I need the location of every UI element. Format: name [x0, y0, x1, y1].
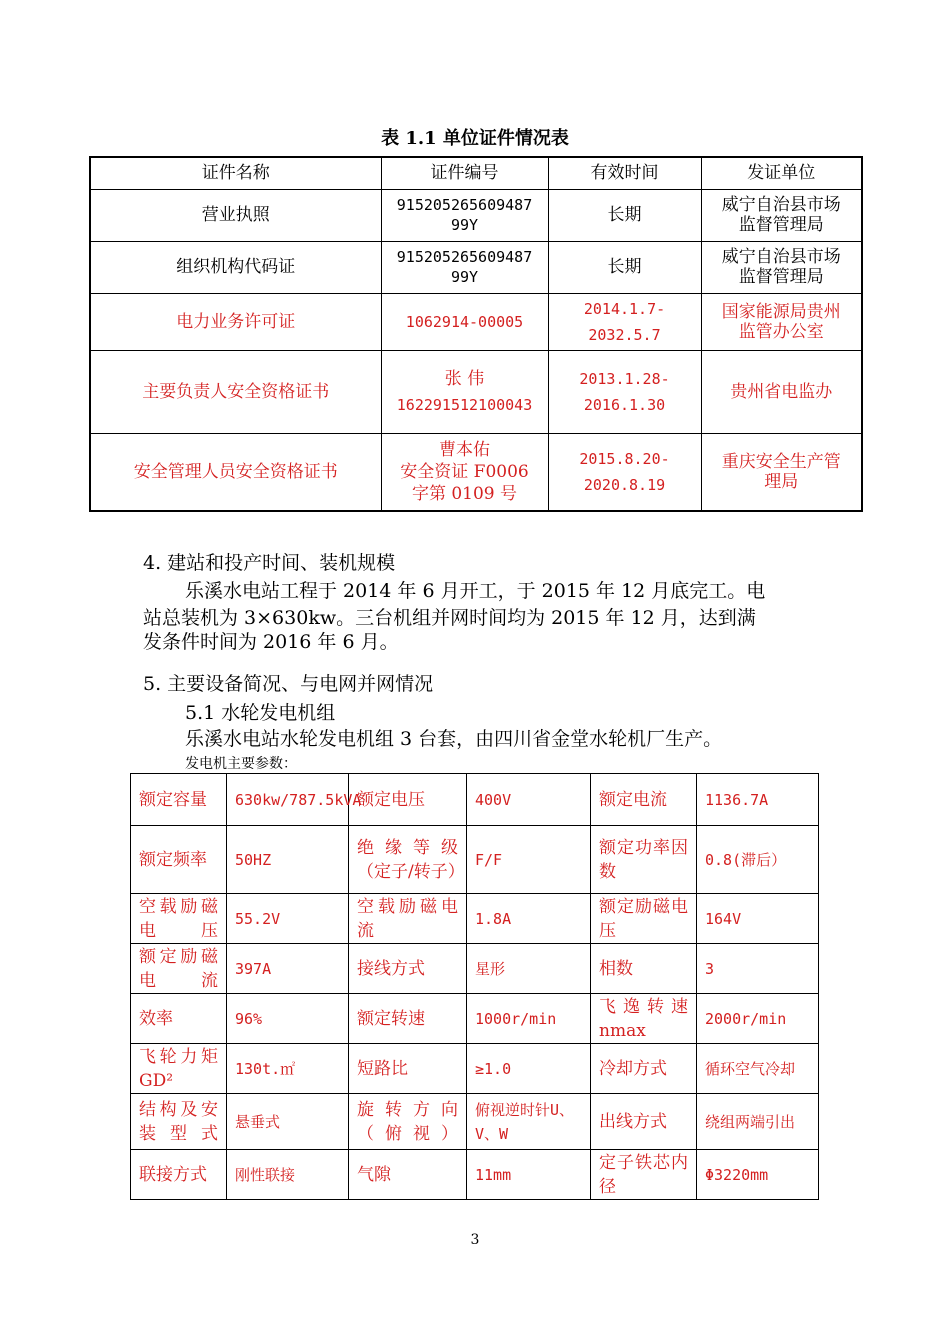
- table-caption: 表 1.1 单位证件情况表: [381, 128, 569, 149]
- cert-name: 安全管理人员安全资格证书: [90, 433, 381, 511]
- param-label: 出线方式: [591, 1094, 697, 1150]
- param-label: 空载励磁电压: [131, 894, 227, 944]
- param-label: 额定励磁电压: [591, 894, 697, 944]
- page-number: 3: [470, 1232, 480, 1248]
- section-5-1-heading: 5.1 水轮发电机组: [185, 702, 336, 724]
- section-4-para-line: 乐溪水电站工程于 2014 年 6 月开工，于 2015 年 12 月底完工。电: [185, 580, 766, 602]
- param-label: 额定电压: [349, 774, 467, 826]
- generator-table-title: 发电机主要参数：: [185, 756, 297, 772]
- param-value: 96%: [227, 994, 349, 1044]
- param-value: 1000r/min: [467, 994, 591, 1044]
- section-4-para-line: 发条件时间为 2016 年 6 月。: [143, 631, 399, 653]
- cert-number: 张 伟 162291512100043: [381, 350, 548, 433]
- section-5-para: 乐溪水电站水轮发电机组 3 台套，由四川省金堂水轮机厂生产。: [185, 728, 723, 750]
- param-label: 额定功率因数: [591, 826, 697, 894]
- param-value: 0.8(滞后）: [697, 826, 819, 894]
- param-value: 2000r/min: [697, 994, 819, 1044]
- cert-issuer: 重庆安全生产管 理局: [701, 433, 862, 511]
- cert-number: 915205265609487 99Y: [381, 189, 548, 241]
- cert-valid: 长期: [548, 241, 701, 293]
- param-label: 绝缘等级（定子/转子）: [349, 826, 467, 894]
- cert-valid: 2015.8.20- 2020.8.19: [548, 433, 701, 511]
- param-row: [131, 1094, 819, 1150]
- cert-issuer: 国家能源局贵州 监管办公室: [701, 293, 862, 350]
- param-label: 额定转速: [349, 994, 467, 1044]
- param-value: 630kw/787.5kVA: [227, 774, 349, 826]
- param-value: 3: [697, 944, 819, 994]
- param-value: 11mm: [467, 1150, 591, 1200]
- param-value: 397A: [227, 944, 349, 994]
- certificate-table: [89, 156, 863, 512]
- section-5-heading: 5. 主要设备简况、与电网并网情况: [143, 673, 434, 695]
- cert-valid: 长期: [548, 189, 701, 241]
- param-label: 联接方式: [131, 1150, 227, 1200]
- param-value: 刚性联接: [227, 1150, 349, 1200]
- param-value: 130t.㎡: [227, 1044, 349, 1094]
- table-row: [90, 293, 862, 350]
- param-label: 额定励磁电流: [131, 944, 227, 994]
- cert-name: 主要负责人安全资格证书: [90, 350, 381, 433]
- param-value: 俯视逆时针U、V、W: [467, 1094, 591, 1150]
- param-label: 接线方式: [349, 944, 467, 994]
- table-row: [90, 433, 862, 511]
- param-label: 额定频率: [131, 826, 227, 894]
- param-row: [131, 826, 819, 894]
- cert-name: 电力业务许可证: [90, 293, 381, 350]
- cert-number: 曹本佑 安全资证 F0006 字第 0109 号: [381, 433, 548, 511]
- param-row: [131, 774, 819, 826]
- cert-issuer: 威宁自治县市场 监督管理局: [701, 241, 862, 293]
- param-value: 164V: [697, 894, 819, 944]
- cert-issuer: 威宁自治县市场 监督管理局: [701, 189, 862, 241]
- param-label: 额定电流: [591, 774, 697, 826]
- param-label: 旋转方向（俯视）: [349, 1094, 467, 1150]
- param-value: 400V: [467, 774, 591, 826]
- header-cell: 证件编号: [381, 157, 548, 189]
- param-label: 短路比: [349, 1044, 467, 1094]
- param-row: [131, 1150, 819, 1200]
- cert-valid: 2013.1.28- 2016.1.30: [548, 350, 701, 433]
- section-4-para-line: 站总装机为 3×630kw。三台机组并网时间均为 2015 年 12 月，达到满: [143, 607, 756, 629]
- param-label: 飞逸转速nmax: [591, 994, 697, 1044]
- section-4-heading: 4. 建站和投产时间、装机规模: [143, 552, 396, 574]
- header-cell: 发证单位: [701, 157, 862, 189]
- cert-number: 1062914-00005: [381, 293, 548, 350]
- param-value: 50HZ: [227, 826, 349, 894]
- param-label: 飞轮力矩GD²: [131, 1044, 227, 1094]
- param-row: [131, 894, 819, 944]
- cert-valid: 2014.1.7- 2032.5.7: [548, 293, 701, 350]
- param-value: F/F: [467, 826, 591, 894]
- param-label: 冷却方式: [591, 1044, 697, 1094]
- param-value: 1136.7A: [697, 774, 819, 826]
- cert-name: 营业执照: [90, 189, 381, 241]
- generator-params-table: [130, 773, 819, 1200]
- param-value: 循环空气冷却: [697, 1044, 819, 1094]
- table-row: [90, 350, 862, 433]
- param-row: [131, 994, 819, 1044]
- param-label: 空载励磁电流: [349, 894, 467, 944]
- table-header-row: [90, 157, 862, 189]
- param-value: 悬垂式: [227, 1094, 349, 1150]
- param-value: 1.8A: [467, 894, 591, 944]
- header-cell: 有效时间: [548, 157, 701, 189]
- param-label: 结构及安装型式: [131, 1094, 227, 1150]
- param-label: 相数: [591, 944, 697, 994]
- param-value: 星形: [467, 944, 591, 994]
- param-value: ≥1.0: [467, 1044, 591, 1094]
- param-value: Φ3220mm: [697, 1150, 819, 1200]
- table-row: [90, 189, 862, 241]
- param-label: 定子铁芯内径: [591, 1150, 697, 1200]
- header-cell: 证件名称: [90, 157, 381, 189]
- param-label: 额定容量: [131, 774, 227, 826]
- param-label: 气隙: [349, 1150, 467, 1200]
- cert-number: 915205265609487 99Y: [381, 241, 548, 293]
- param-value: 绕组两端引出: [697, 1094, 819, 1150]
- param-row: [131, 944, 819, 994]
- table-row: [90, 241, 862, 293]
- param-label: 效率: [131, 994, 227, 1044]
- param-row: [131, 1044, 819, 1094]
- cert-name: 组织机构代码证: [90, 241, 381, 293]
- param-value: 55.2V: [227, 894, 349, 944]
- cert-issuer: 贵州省电监办: [701, 350, 862, 433]
